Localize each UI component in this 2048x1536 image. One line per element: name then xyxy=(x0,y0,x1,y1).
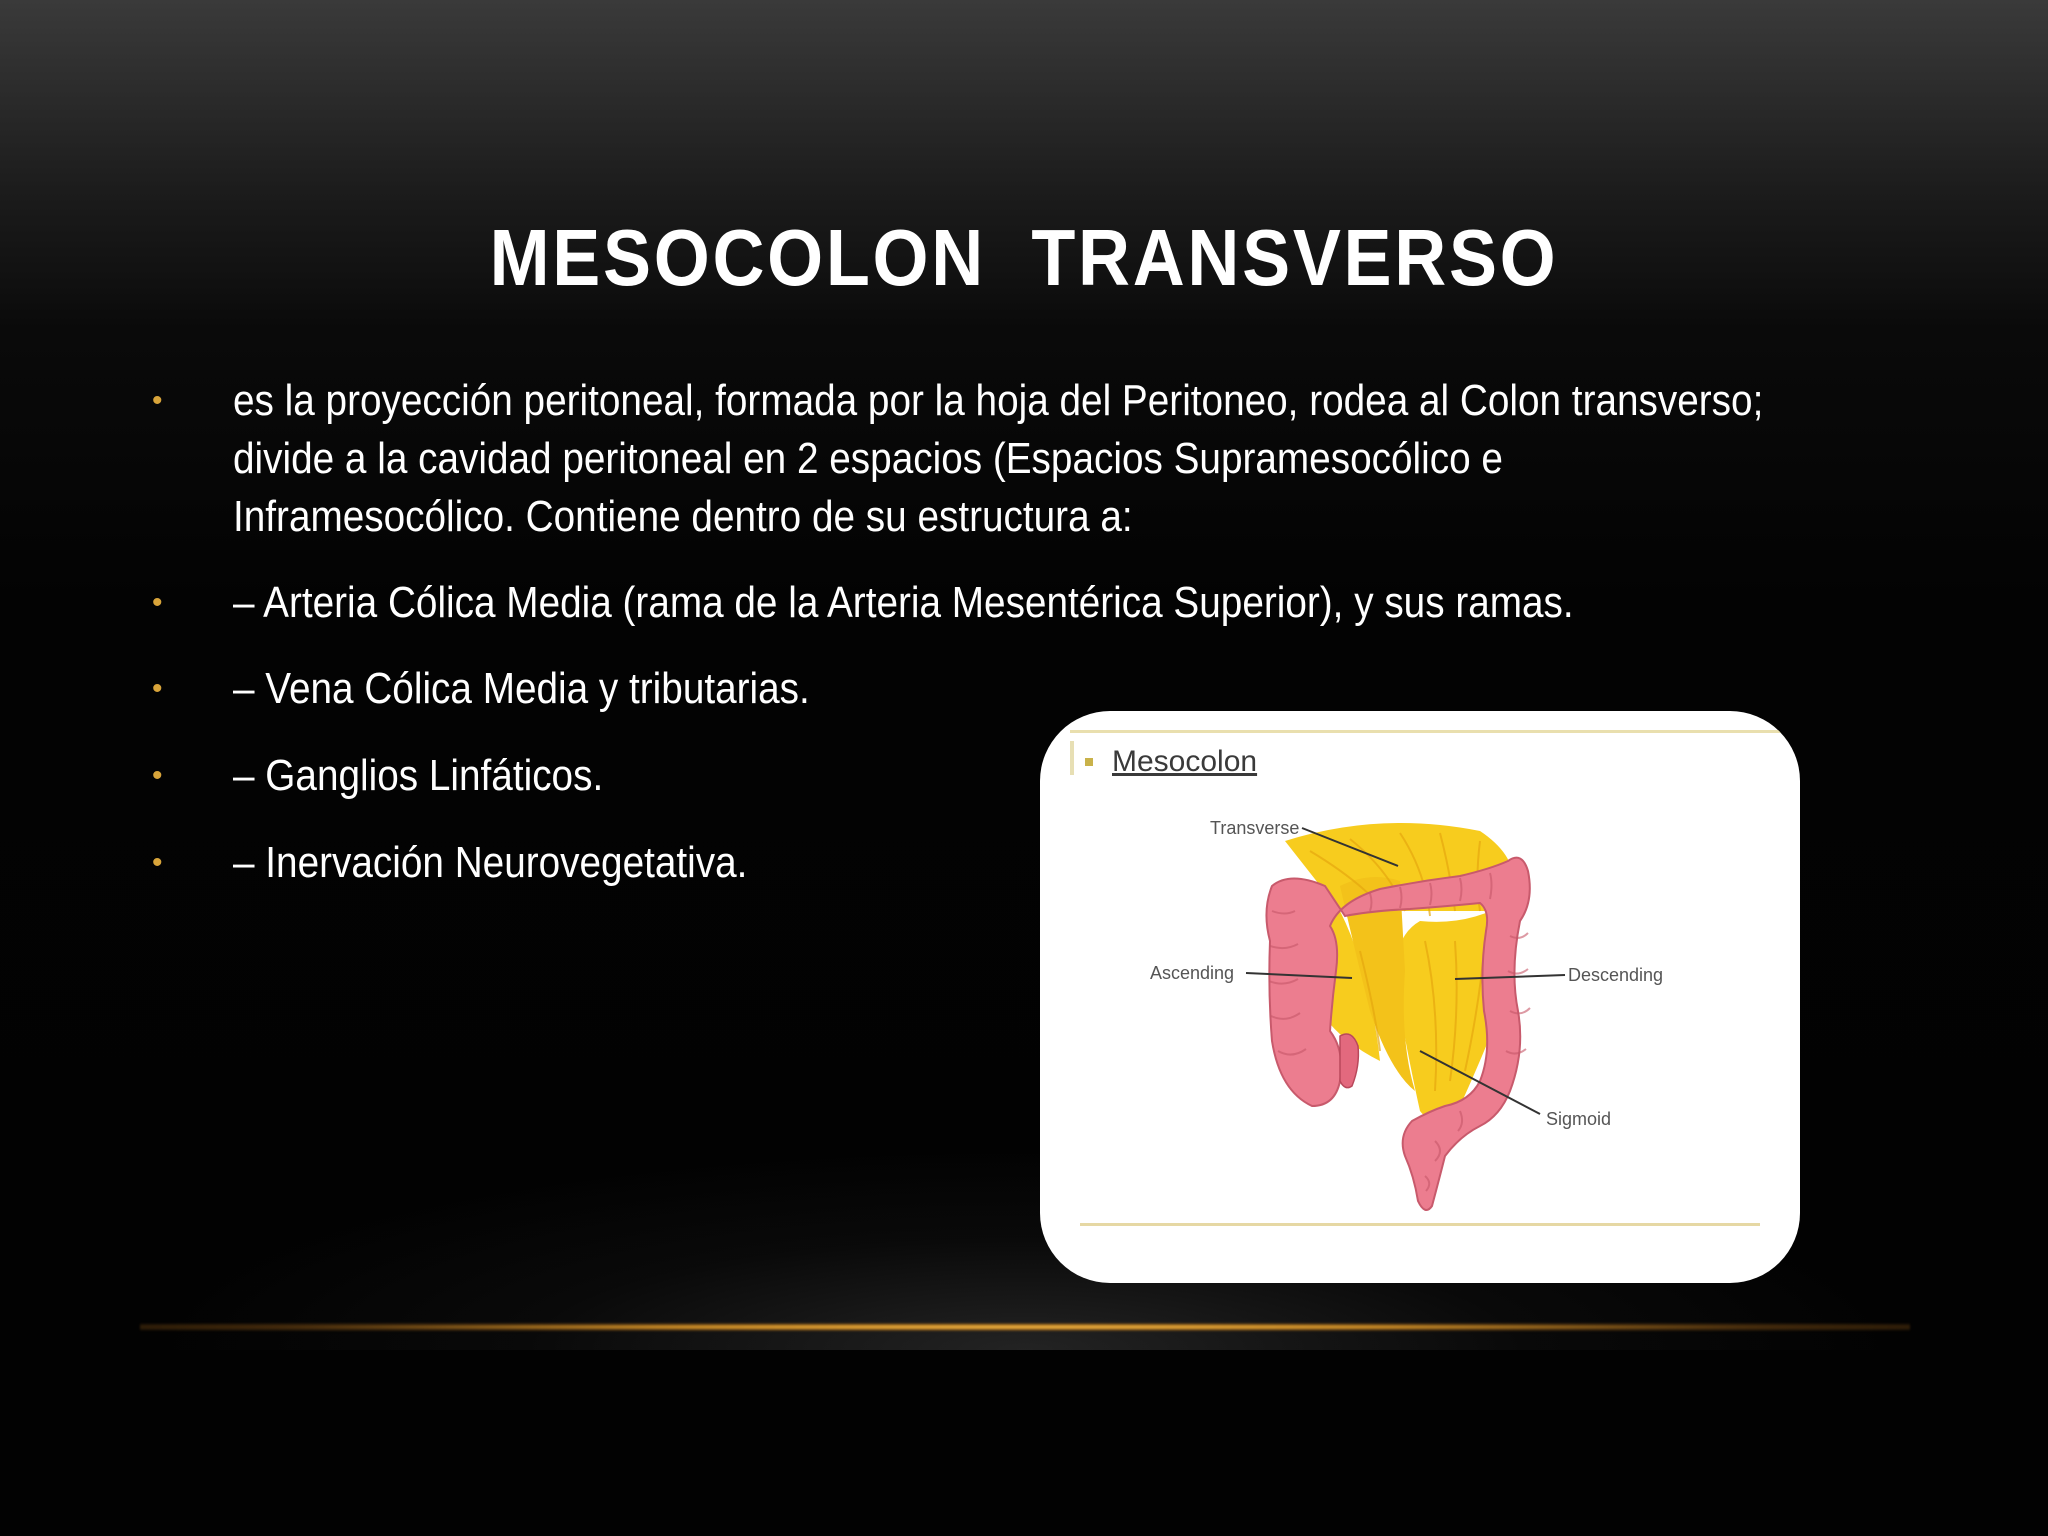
bullet-2-text: – Arteria Cólica Media (rama de la Arteria Mesentérica Superior), y sus ramas. xyxy=(233,578,1574,627)
bullet-1-line-3: Inframesocólico. Contiene dentro de su estructura a: xyxy=(233,492,1133,541)
bullet-3-text: – Vena Cólica Media y tributarias. xyxy=(233,664,810,713)
bullet-1-line-2: divide a la cavidad peritoneal en 2 espacios (Espacios Supramesocólico e xyxy=(233,434,1503,483)
bullet-5-text: – Inervación Neurovegetativa. xyxy=(233,838,748,887)
colon-illustration xyxy=(1040,711,1800,1283)
slide-title: MESOCOLON TRANSVERSO xyxy=(489,213,1559,302)
bullet-marker: • xyxy=(152,672,163,705)
appendix-shape xyxy=(1340,1034,1358,1088)
label-descending: Descending xyxy=(1568,965,1664,985)
bullet-1-line-1: es la proyección peritoneal, formada por la hoja del Peritoneo, rodea al Colon transverso; xyxy=(233,376,1764,425)
figure-heading: Mesocolon xyxy=(1112,745,1258,778)
bullet-marker: • xyxy=(152,759,163,792)
bullet-marker: • xyxy=(152,586,163,619)
mesocolon-figure xyxy=(1040,711,1800,1283)
label-transverse: Transverse xyxy=(1210,818,1300,838)
figure-bottom-rule xyxy=(1080,1223,1760,1226)
bullet-4-text: – Ganglios Linfáticos. xyxy=(233,751,604,800)
bullet-marker: • xyxy=(152,846,163,879)
label-sigmoid: Sigmoid xyxy=(1546,1109,1612,1129)
bullet-marker: • xyxy=(152,384,163,417)
label-ascending: Ascending xyxy=(1150,963,1235,983)
